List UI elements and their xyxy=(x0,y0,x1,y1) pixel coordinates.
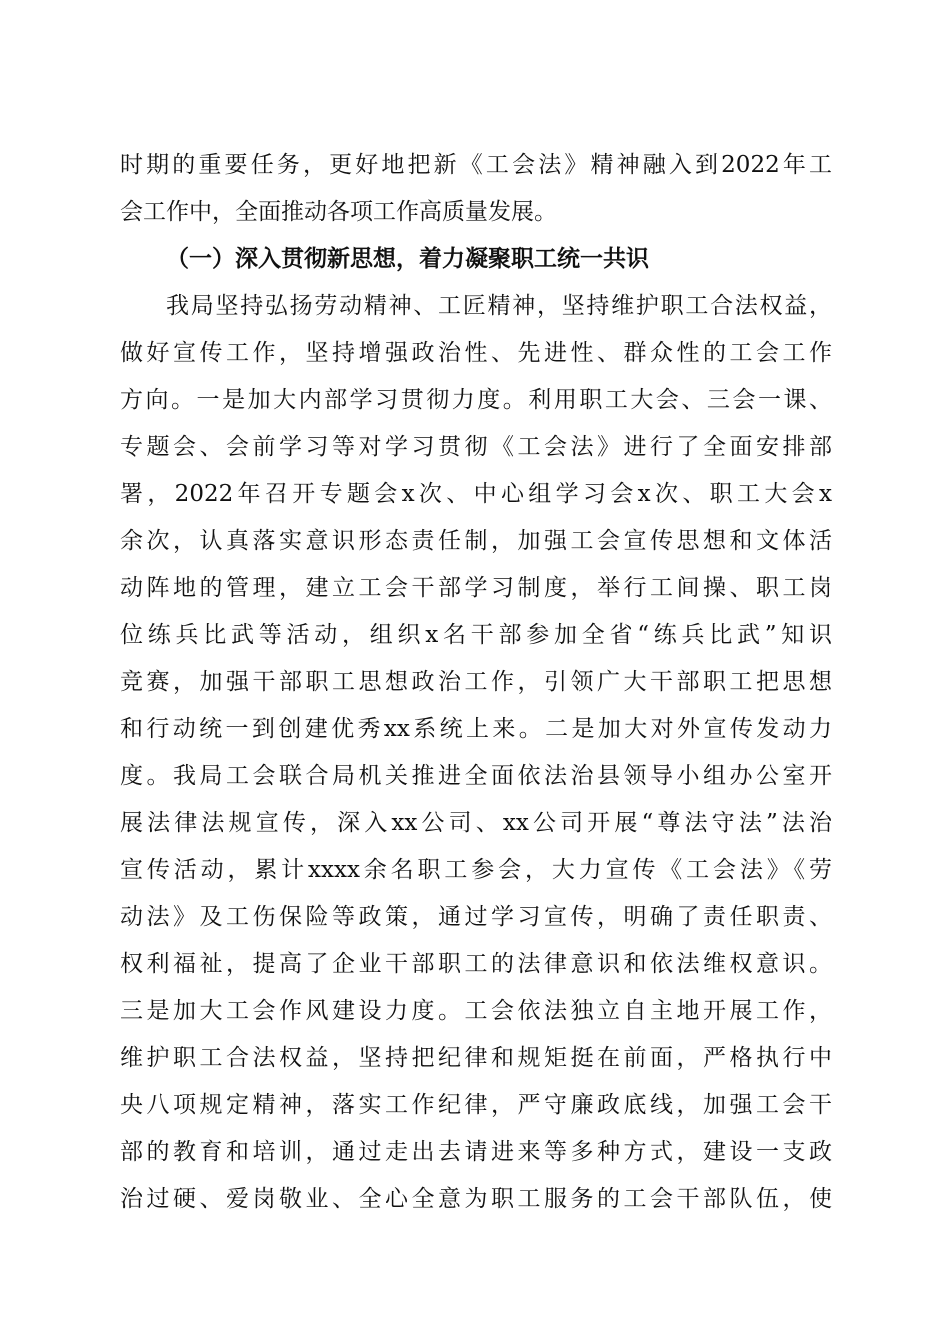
text-line-20: 维护职工合法权益，坚持把纪律和规矩挺在前面，严格执行中 xyxy=(120,1045,832,1071)
text-line-11: 位练兵比武等活动，组织x名干部参加全省“练兵比武”知识 xyxy=(120,622,832,648)
text-line-19: 三是加大工会作风建设力度。工会依法独立自主地开展工作， xyxy=(120,998,832,1024)
text-line-2: 会工作中，全面推动各项工作高质量发展。 xyxy=(120,199,557,225)
text-line-23: 治过硬、爱岗敬业、全心全意为职工服务的工会干部队伍，使 xyxy=(120,1186,832,1212)
text-line-9: 余次，认真落实意识形态责任制，加强工会宣传思想和文体活 xyxy=(120,528,832,554)
text-line-21: 央八项规定精神，落实工作纪律，严守廉政底线，加强工会干 xyxy=(120,1092,832,1118)
section-heading: （一）深入贯彻新思想，着力凝聚职工统一共识 xyxy=(166,245,649,272)
text-line-22: 部的教育和培训，通过走出去请进来等多种方式，建设一支政 xyxy=(120,1139,832,1165)
text-line-10: 动阵地的管理，建立工会干部学习制度，举行工间操、职工岗 xyxy=(120,575,832,601)
text-line-16: 宣传活动，累计xxxx余名职工参会，大力宣传《工会法》《劳 xyxy=(120,857,832,883)
text-line-1: 时期的重要任务，更好地把新《工会法》精神融入到2022年工 xyxy=(120,152,832,178)
text-line-8: 署，2022年召开专题会x次、中心组学习会x次、职工大会x xyxy=(120,481,832,507)
text-line-17: 动法》及工伤保险等政策，通过学习宣传，明确了责任职责、 xyxy=(120,904,832,930)
text-line-4: 我局坚持弘扬劳动精神、工匠精神，坚持维护职工合法权益， xyxy=(166,293,832,319)
text-line-13: 和行动统一到创建优秀xx系统上来。二是加大对外宣传发动力 xyxy=(120,716,832,742)
text-line-14: 度。我局工会联合局机关推进全面依法治县领导小组办公室开 xyxy=(120,763,832,789)
text-line-12: 竞赛，加强干部职工思想政治工作，引领广大干部职工把思想 xyxy=(120,669,832,695)
text-line-7: 专题会、会前学习等对学习贯彻《工会法》进行了全面安排部 xyxy=(120,434,832,460)
text-line-15: 展法律法规宣传，深入xx公司、xx公司开展“尊法守法”法治 xyxy=(120,810,832,836)
text-line-18: 权利福祉，提高了企业干部职工的法律意识和依法维权意识。 xyxy=(120,951,832,977)
text-line-5: 做好宣传工作，坚持增强政治性、先进性、群众性的工会工作 xyxy=(120,340,832,366)
text-line-6: 方向。一是加大内部学习贯彻力度。利用职工大会、三会一课、 xyxy=(120,387,832,413)
